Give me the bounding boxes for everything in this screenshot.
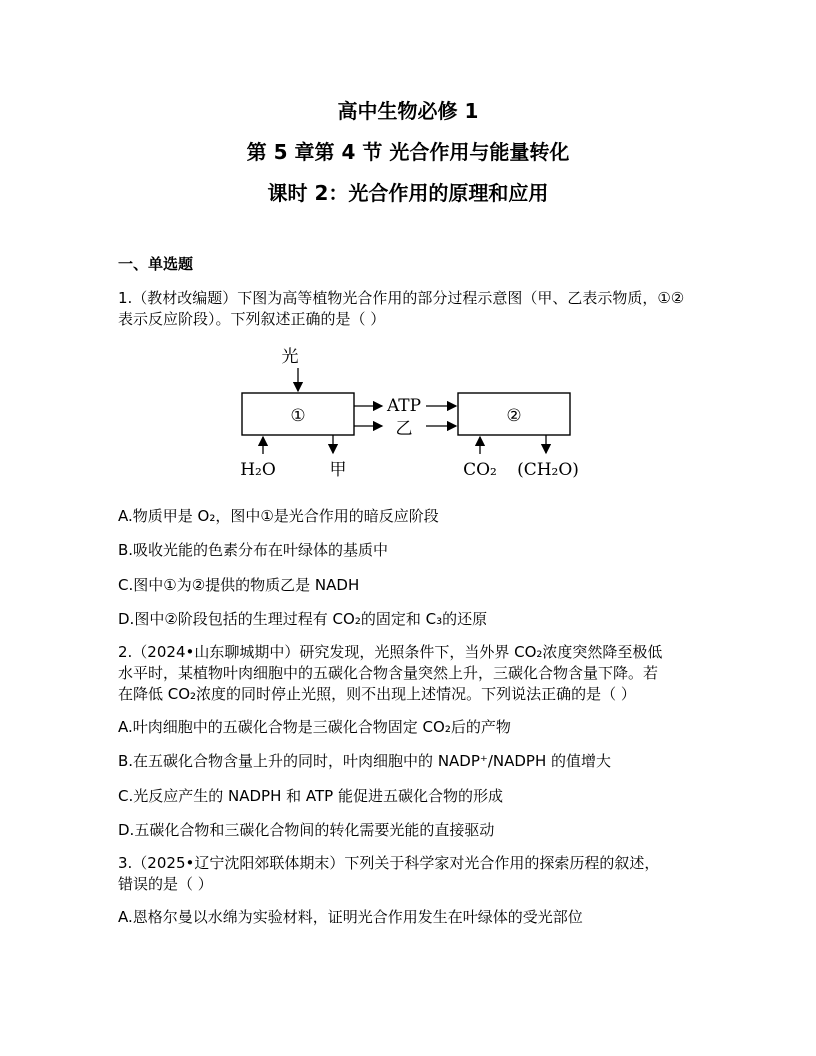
q3-option-a: A.恩格尔曼以水绵为实验材料，证明光合作用发生在叶绿体的受光部位 xyxy=(118,908,583,926)
q1-option-c: C.图中①为②提供的物质乙是 NADH xyxy=(118,576,360,594)
q2-option-c: C.光反应产生的 NADPH 和 ATP 能促进五碳化合物的形成 xyxy=(118,787,503,805)
q2-stem-line1: 2.（2024•山东聊城期中）研究发现，光照条件下，当外界 CO₂浓度突然降至极低 xyxy=(118,643,663,661)
chapter-heading: 第 5 章第 4 节 光合作用与能量转化 xyxy=(246,140,570,164)
yi-label: 乙 xyxy=(395,419,413,439)
q3-stem-line1: 3.（2025•辽宁沈阳郊联体期末）下列关于科学家对光合作用的探索历程的叙述， xyxy=(118,854,660,872)
q2-stem-line2: 水平时，某植物叶肉细胞中的五碳化合物含量突然上升，三碳化合物含量下降。若 xyxy=(118,664,659,682)
atp-label: ATP xyxy=(386,396,422,416)
q2-option-d: D.五碳化合物和三碳化合物间的转化需要光能的直接驱动 xyxy=(118,821,495,839)
co2-label: CO₂ xyxy=(463,460,497,480)
q1-option-d: D.图中②阶段包括的生理过程有 CO₂的固定和 C₃的还原 xyxy=(118,610,488,628)
q1-stem-line2: 表示反应阶段）。下列叙述正确的是（ ） xyxy=(118,310,386,328)
light-label: 光 xyxy=(281,347,299,367)
q2-option-b: B.在五碳化合物含量上升的同时，叶肉细胞中的 NADP⁺/NADPH 的值增大 xyxy=(118,752,612,770)
photosynthesis-diagram xyxy=(232,342,592,490)
q1-stem-line1: 1.（教材改编题）下图为高等植物光合作用的部分过程示意图（甲、乙表示物质，①② xyxy=(118,289,685,307)
jia-label: 甲 xyxy=(329,460,347,480)
lesson-heading: 课时 2：光合作用的原理和应用 xyxy=(267,181,549,205)
water-label: H₂O xyxy=(240,460,276,480)
stage1-label: ① xyxy=(290,406,306,426)
section-title: 一、单选题 xyxy=(118,255,194,273)
q2-stem-line3: 在降低 CO₂浓度的同时停止光照，则不出现上述情况。下列说法正确的是（ ） xyxy=(118,685,636,703)
q1-option-b: B.吸收光能的色素分布在叶绿体的基质中 xyxy=(118,541,389,559)
ch2o-label: (CH₂O) xyxy=(517,460,579,480)
q3-stem-line2: 错误的是（ ） xyxy=(118,875,213,893)
q1-option-a: A.物质甲是 O₂，图中①是光合作用的暗反应阶段 xyxy=(118,507,439,525)
q2-option-a: A.叶肉细胞中的五碳化合物是三碳化合物固定 CO₂后的产物 xyxy=(118,718,511,736)
stage2-label: ② xyxy=(506,406,522,426)
document-title: 高中生物必修 1 xyxy=(337,99,479,123)
